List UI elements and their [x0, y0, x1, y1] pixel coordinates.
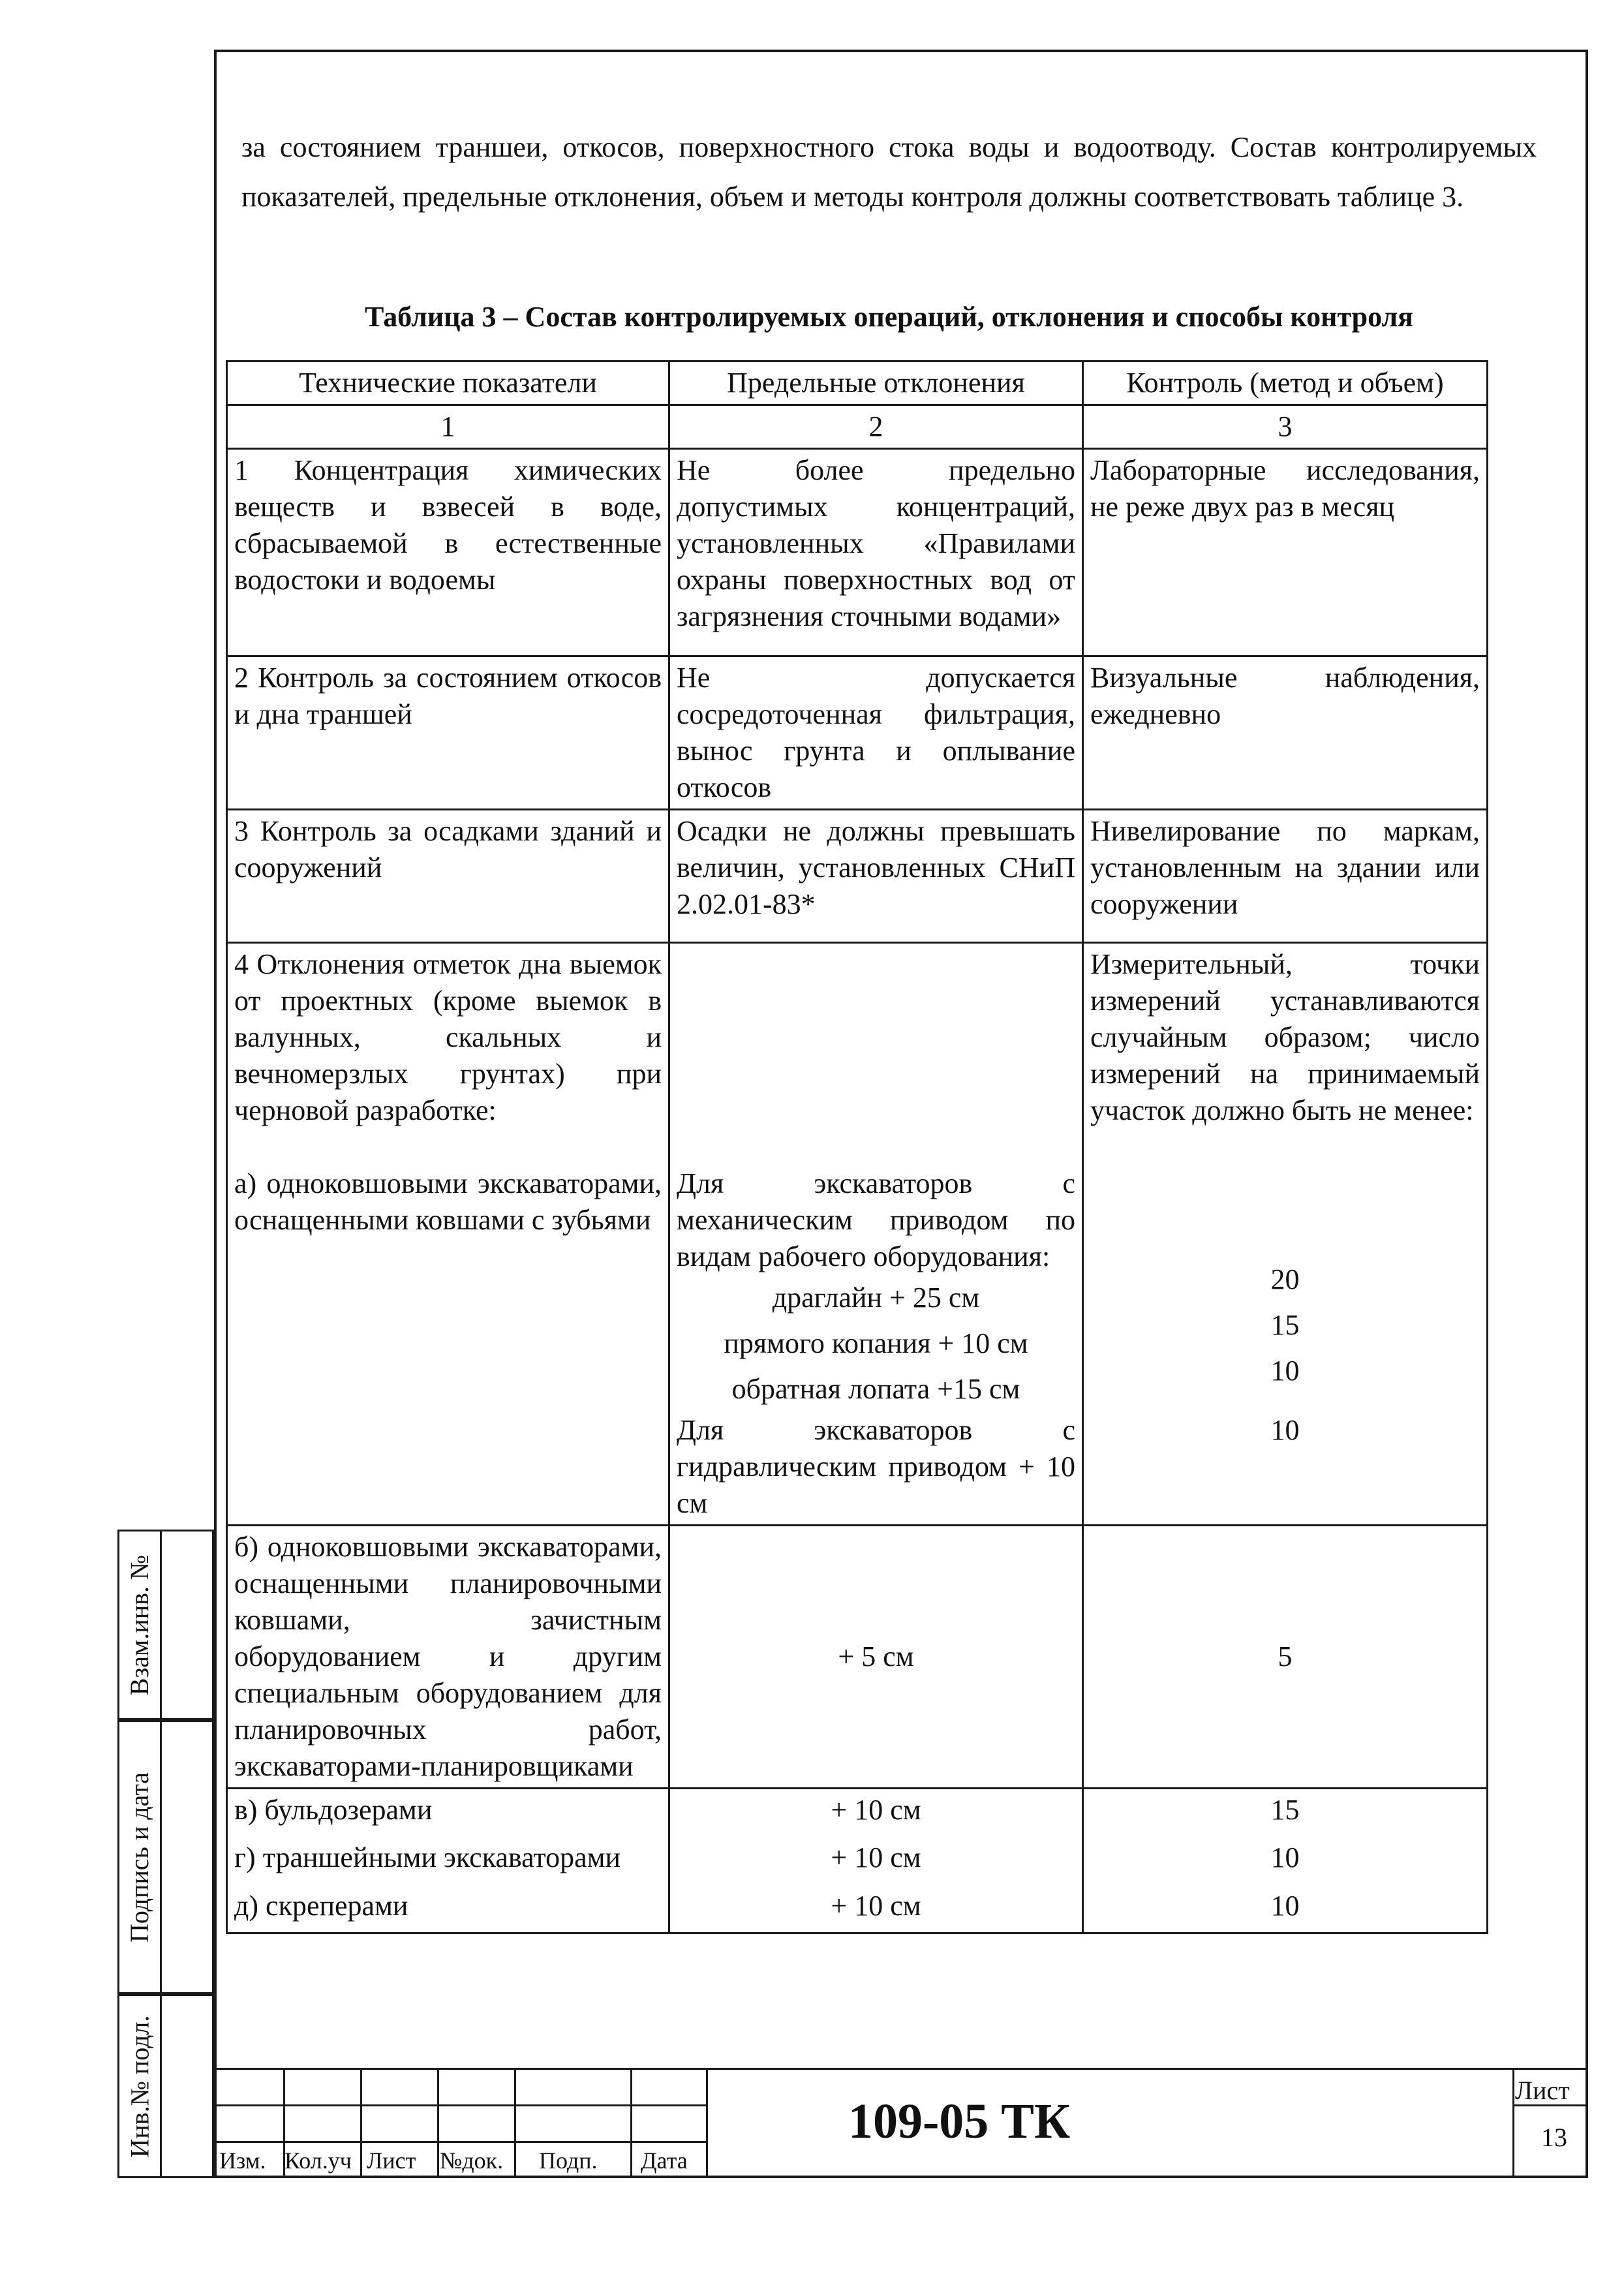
table-row [227, 449, 1488, 656]
document-code: 109-05 ТК [848, 2094, 1071, 2149]
table-cell: 10 [1083, 1885, 1488, 1933]
table-cell: 1 Концентрация химических веществ и взвесей в воде, сбрасываемой в естественные водостоки и водоемы [227, 449, 669, 656]
row4-intro: 4 Отклонения отметок дна выемок от проектных (кроме выемок в валунных, скальных и вечномерзлых грунтах) при черновой разработке: [234, 948, 662, 1126]
stamp-col-label: Лист [367, 2147, 416, 2174]
count-item: 15 [1270, 1309, 1300, 1341]
table-caption: Таблица 3 – Состав контролируемых операций, отклонения и способы контроля [365, 301, 1413, 333]
table-row [227, 1789, 1488, 1837]
deviation-item: драглайн + 25 см [772, 1282, 980, 1314]
stamp-col-label: Подп. [539, 2147, 598, 2174]
table-cell: + 10 см [669, 1885, 1083, 1933]
table-row [227, 656, 1488, 810]
row4a-hydraulic: Для экскаваторов с гидравлическим приводом + 10 см [677, 1414, 1075, 1519]
header-cell: Технические показатели [227, 362, 669, 405]
table-cell: Не более предельно допустимых концентраций, установленных «Правилами охраны поверхностных вод от загрязнения сточными водами» [669, 449, 1083, 656]
table-cell: Осадки не должны превышать величин, установленных СНиП 2.02.01-83* [669, 810, 1083, 943]
stamp-col-label: Дата [641, 2147, 688, 2174]
table-cell: + 5 см [669, 1526, 1083, 1789]
table-cell: д) скреперами [227, 1885, 669, 1933]
table-cell: Нивелирование по маркам, установленным на здании или сооружении [1083, 810, 1488, 943]
header-cell: Контроль (метод и объем) [1083, 362, 1488, 405]
table-number-row [227, 405, 1488, 449]
table-row [227, 1885, 1488, 1933]
table-cell [227, 943, 669, 1526]
table-cell: в) бульдозерами [227, 1789, 669, 1837]
table-row [227, 1526, 1488, 1789]
column-number: 1 [227, 405, 669, 449]
table-cell: 15 [1083, 1789, 1488, 1837]
table-cell: 5 [1083, 1526, 1488, 1789]
side-stamp-original [117, 1994, 214, 2178]
table-cell: Визуальные наблюдения, ежедневно [1083, 656, 1488, 810]
table-row [227, 1837, 1488, 1885]
table-cell: б) одноковшовыми экскаваторами, оснащенными планировочными ковшами, зачистным оборудованием и другим специальным оборудованием для планировочных работ, экскаваторами-планировщиками [227, 1526, 669, 1789]
table-header-row [227, 362, 1488, 405]
count-item: 10 [1270, 1355, 1300, 1387]
row4a-mechanical: Для экскаваторов с механическим приводом по видам рабочего оборудования: [677, 1167, 1075, 1272]
row4-method: Измерительный, точки измерений устанавливаются случайным образом; число измерений на принимаемый участок должно быть не менее: [1090, 948, 1480, 1126]
sheet-number: 13 [1541, 2123, 1567, 2152]
stamp-col-label: Изм. [219, 2147, 266, 2174]
table-cell [1083, 943, 1488, 1526]
table-cell: + 10 см [669, 1789, 1083, 1837]
count-item: 10 [1270, 1414, 1300, 1446]
side-label: Подпись и дата [125, 1772, 155, 1943]
header-cell: Предельные отклонения [669, 362, 1083, 405]
column-number: 3 [1083, 405, 1488, 449]
table-cell [669, 943, 1083, 1526]
stamp-col-label: Кол.уч [284, 2147, 352, 2174]
table-row [227, 943, 1488, 1526]
table-cell: + 10 см [669, 1837, 1083, 1885]
table-cell: Лабораторные исследования, не реже двух раз в месяц [1083, 449, 1488, 656]
table-cell: Не допускается сосредоточенная фильтрация, вынос грунта и оплывание откосов [669, 656, 1083, 810]
table-row [227, 810, 1488, 943]
table-cell: 3 Контроль за осадками зданий и сооружений [227, 810, 669, 943]
table-cell: 2 Контроль за состоянием откосов и дна траншей [227, 656, 669, 810]
side-label: Взам.инв. № [125, 1554, 155, 1695]
table-cell: 10 [1083, 1837, 1488, 1885]
table-cell: г) траншейными экскаваторами [227, 1837, 669, 1885]
row4a-label: а) одноковшовыми экскаваторами, оснащенными ковшами с зубьями [234, 1167, 662, 1236]
count-item: 20 [1270, 1263, 1300, 1295]
deviation-item: обратная лопата +15 см [731, 1373, 1020, 1405]
intro-paragraph: за состоянием траншеи, откосов, поверхностного стока воды и водоотводу. Состав контролируемых показателей, предельные отклонения, объем и методы контроля должны соответствовать таблице 3. [241, 131, 1537, 213]
sheet-label: Лист [1515, 2076, 1570, 2105]
stamp-col-label: №док. [440, 2147, 504, 2174]
side-stamp-signature [117, 1720, 214, 1994]
side-stamp-replacement [117, 1530, 214, 1720]
column-number: 2 [669, 405, 1083, 449]
side-label: Инв.№ подл. [125, 2015, 155, 2157]
control-table [226, 360, 1488, 1934]
deviation-item: прямого копания + 10 см [724, 1327, 1028, 1359]
